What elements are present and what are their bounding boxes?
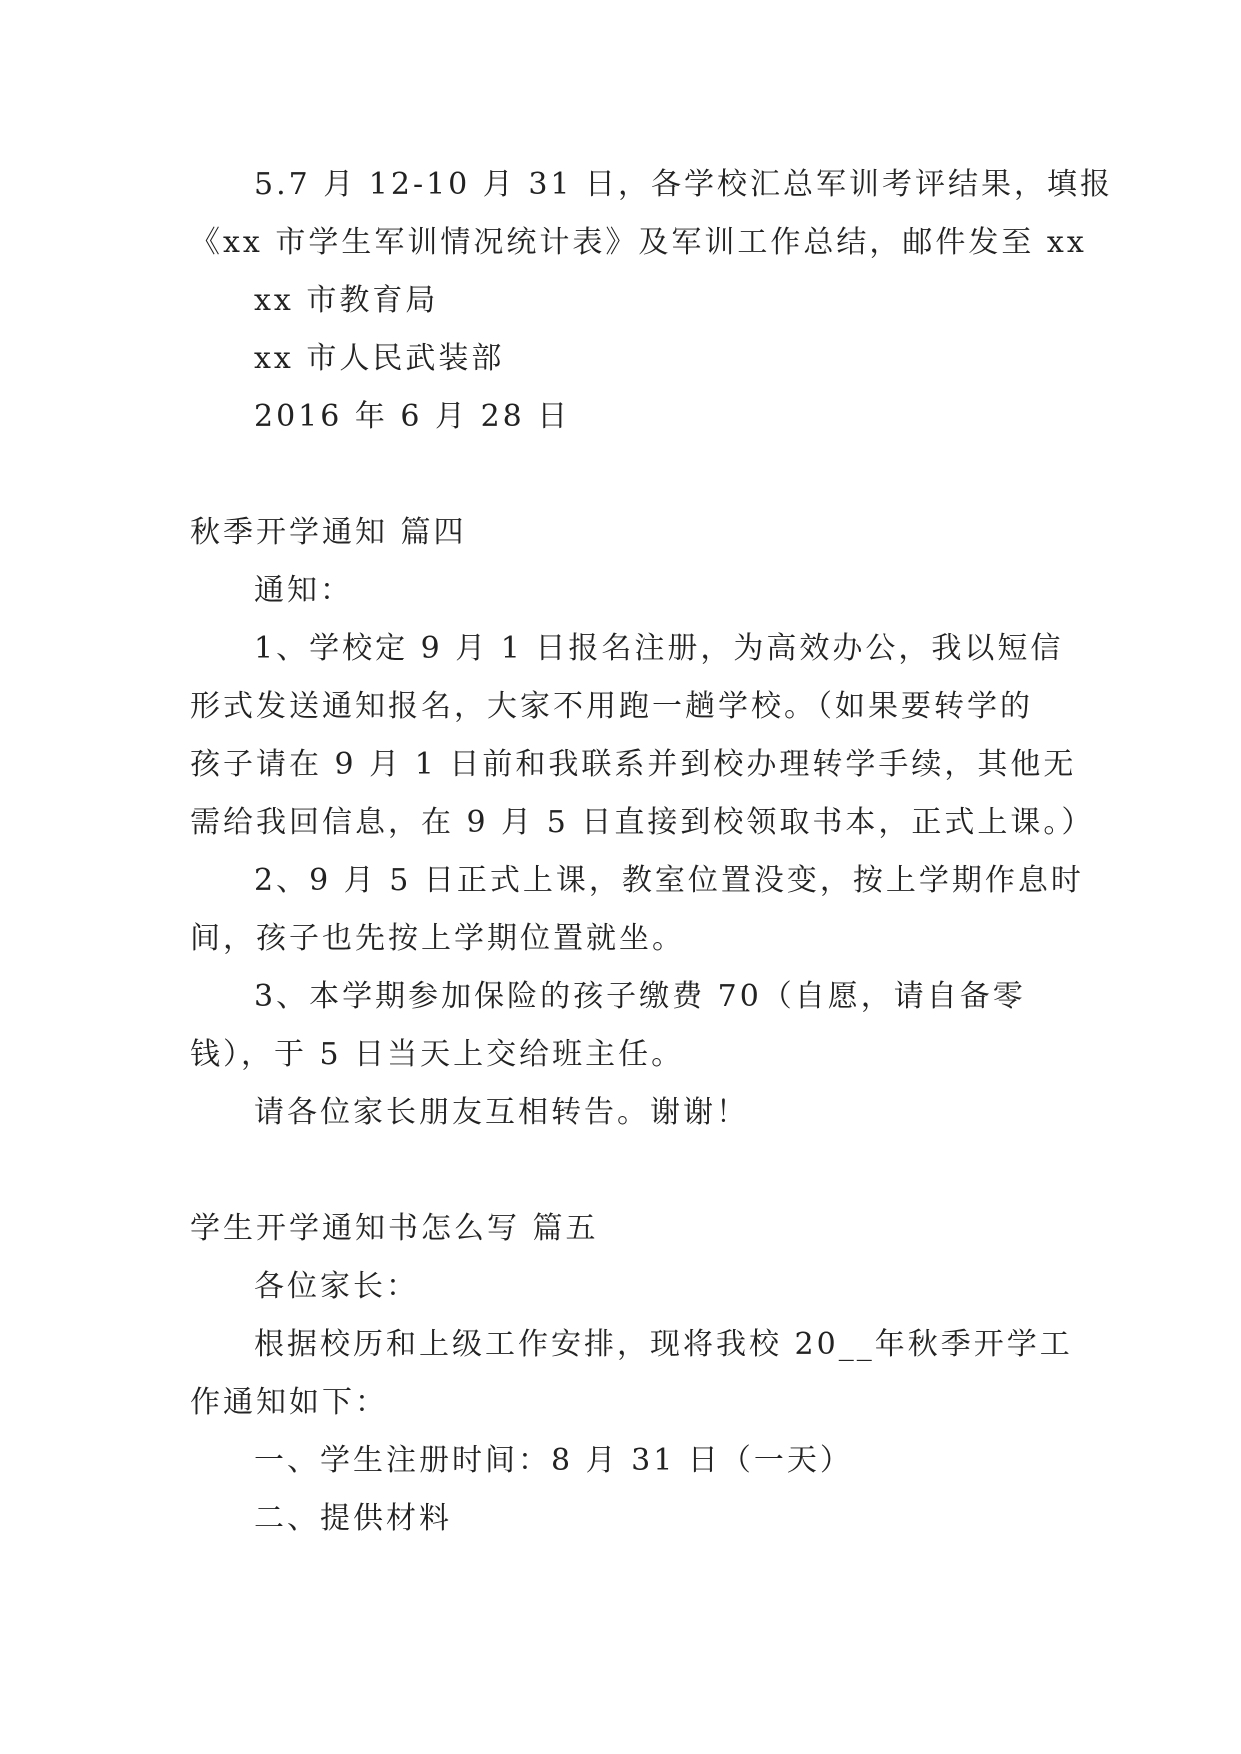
text-line: 孩子请在 9 月 1 日前和我联系并到校办理转学手续，其他无 [190, 747, 1077, 782]
text-line: 形式发送通知报名，大家不用跑一趟学校。（如果要转学的 [190, 689, 1033, 724]
text-line: 根据校历和上级工作安排，现将我校 20__年秋季开学工 [254, 1327, 1073, 1362]
section-heading: 学生开学通知书怎么写 篇五 [190, 1211, 599, 1246]
text-line: 作通知如下： [190, 1385, 388, 1420]
text-line: 《xx 市学生军训情况统计表》及军训工作总结，邮件发至 xx [190, 225, 1087, 260]
text-line: 5.7 月 12-10 月 31 日，各学校汇总军训考评结果，填报 [254, 167, 1114, 202]
section-heading: 秋季开学通知 篇四 [190, 515, 467, 550]
text-line: 2、9 月 5 日正式上课，教室位置没变，按上学期作息时 [254, 863, 1084, 898]
text-line: 3、本学期参加保险的孩子缴费 70（自愿，请自备零 [254, 979, 1026, 1014]
text-line: 需给我回信息，在 9 月 5 日直接到校领取书本，正式上课。） [190, 805, 1095, 840]
signature-issuer-2: xx 市人民武装部 [254, 341, 505, 376]
salutation: 各位家长： [254, 1269, 419, 1304]
text-line: 1、学校定 9 月 1 日报名注册，为高效办公，我以短信 [254, 631, 1064, 666]
signature-issuer-1: xx 市教育局 [254, 283, 439, 318]
text-line: 一、学生注册时间：8 月 31 日（一天） [254, 1443, 853, 1478]
salutation: 通知： [254, 573, 353, 608]
text-line: 请各位家长朋友互相转告。谢谢！ [254, 1095, 749, 1130]
text-line: 二、提供材料 [254, 1501, 452, 1536]
issue-date: 2016 年 6 月 28 日 [254, 399, 571, 434]
text-line: 钱），于 5 日当天上交给班主任。 [190, 1037, 685, 1072]
text-line: 间，孩子也先按上学期位置就坐。 [190, 921, 685, 956]
